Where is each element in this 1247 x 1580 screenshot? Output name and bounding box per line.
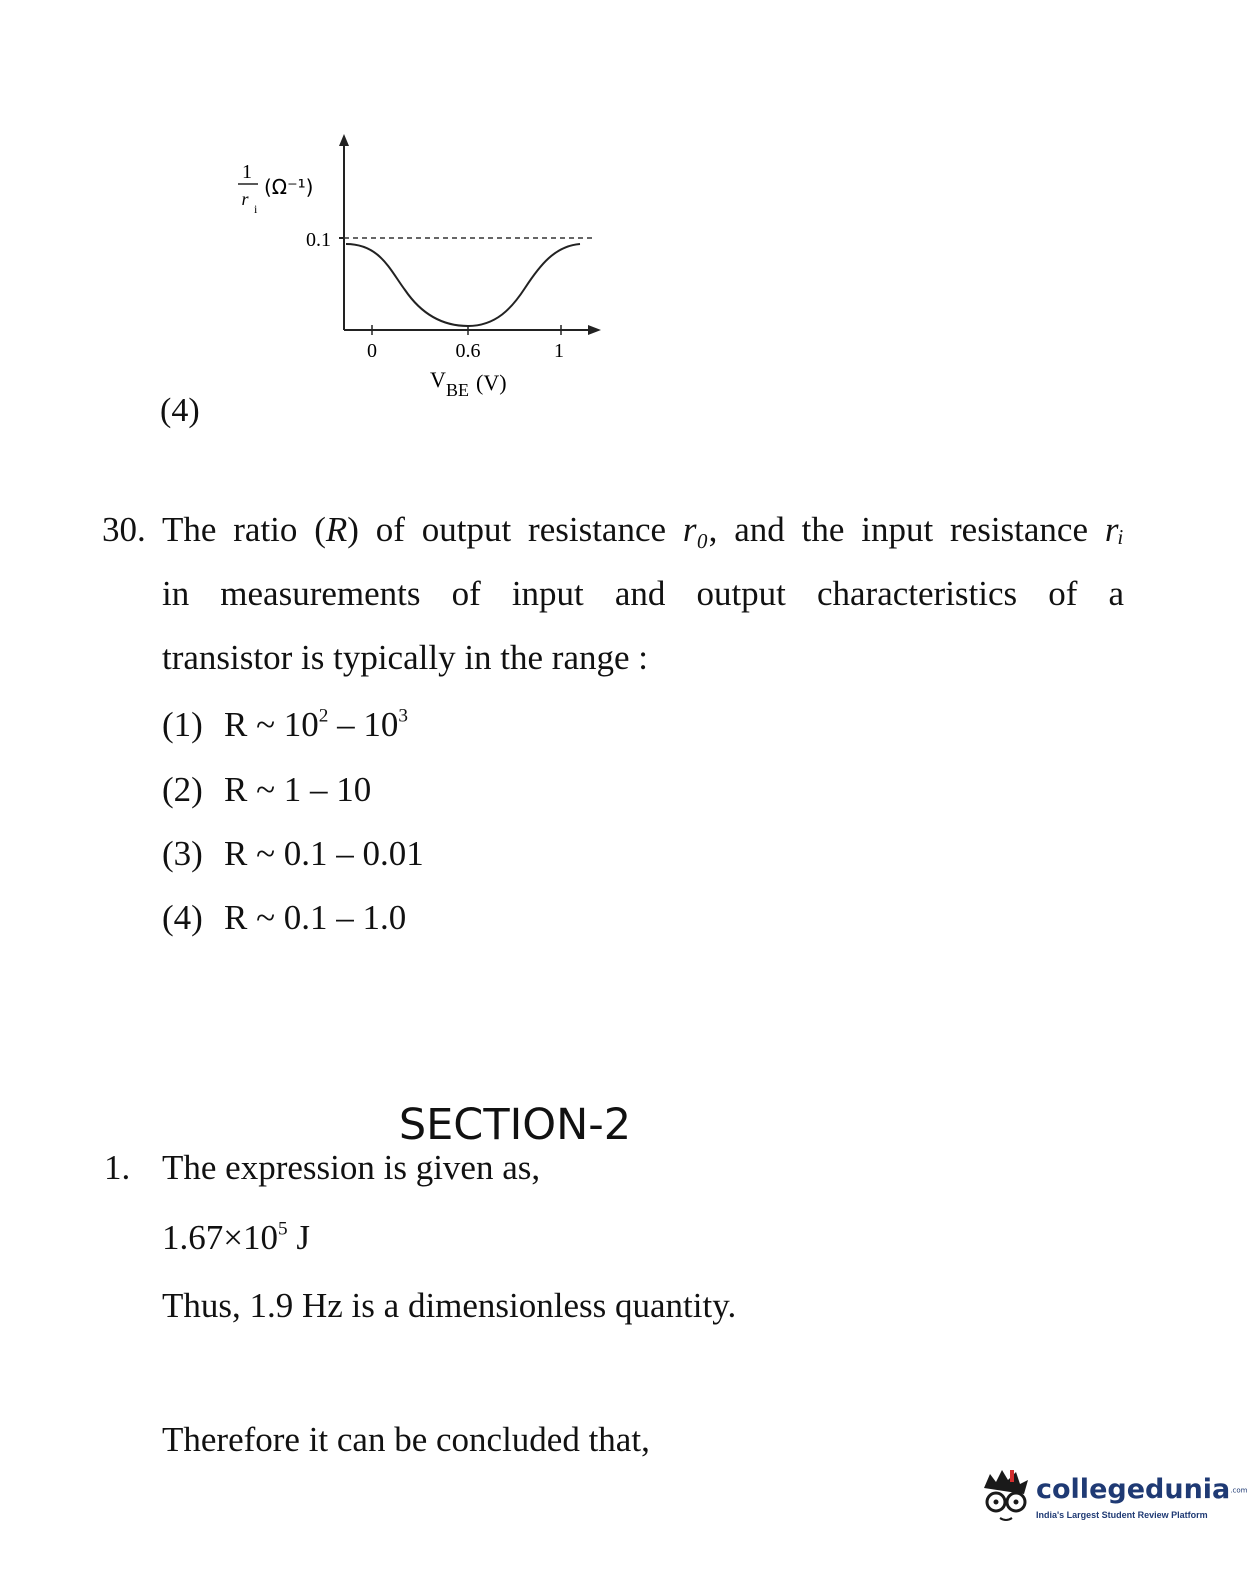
- collegedunia-mascot-icon: [976, 1466, 1036, 1530]
- option-1: (1) R ~ $10^2 - 10^3$: [162, 705, 409, 744]
- question-line-3: transistor is typically in the range :: [162, 638, 649, 677]
- question-number: 30.: [102, 510, 146, 549]
- y-label-den: r: [241, 189, 249, 209]
- answer-line-3: Thus, 1.9 Hz is a dimensionless quantity.: [162, 1286, 737, 1325]
- previous-option-label: (4): [160, 392, 200, 429]
- option-3: (3) R ~ 0.1 – 0.01: [162, 834, 424, 873]
- answer-line-4: Therefore it can be concluded that,: [162, 1420, 650, 1459]
- x-axis-arrow: [588, 325, 601, 335]
- option-2: (2) R ~ 1 – 10: [162, 770, 372, 809]
- answer-number: 1.: [104, 1148, 131, 1187]
- x-label-sub: BE: [446, 380, 470, 400]
- x-tick-label-0: 0: [367, 340, 377, 362]
- logo-name: collegedunia.com: [1036, 1474, 1247, 1505]
- section-heading: SECTION-2: [398, 1100, 632, 1150]
- answer-line-1: The expression is given as,: [162, 1148, 541, 1187]
- question-line-1: The ratio (R) of output resistance r₀, and the input resistance rᵢ: [162, 510, 1124, 549]
- x-tick-label-06: 0.6: [455, 340, 481, 362]
- logo-tagline: India's Largest Student Review Platform: [1036, 1510, 1208, 1520]
- y-label-num: 1: [242, 161, 252, 183]
- y-axis-arrow: [339, 134, 349, 146]
- question-line-2: in measurements of input and output characteristics of a: [162, 574, 1124, 613]
- answer-line-2: $1.67\times 10^5$ J: [162, 1218, 310, 1257]
- y-tick-label: 0.1: [306, 229, 331, 251]
- curve: [346, 244, 580, 326]
- y-label-den-sub: i: [254, 202, 258, 216]
- x-tick-label-1: 1: [554, 340, 564, 362]
- x-label-unit: (V): [476, 370, 507, 395]
- option-4: (4) R ~ 0.1 – 1.0: [162, 898, 407, 937]
- x-label-main: V: [430, 367, 446, 392]
- y-label-unit: (Ω⁻¹): [264, 175, 314, 199]
- characteristic-graph: [0, 0, 700, 430]
